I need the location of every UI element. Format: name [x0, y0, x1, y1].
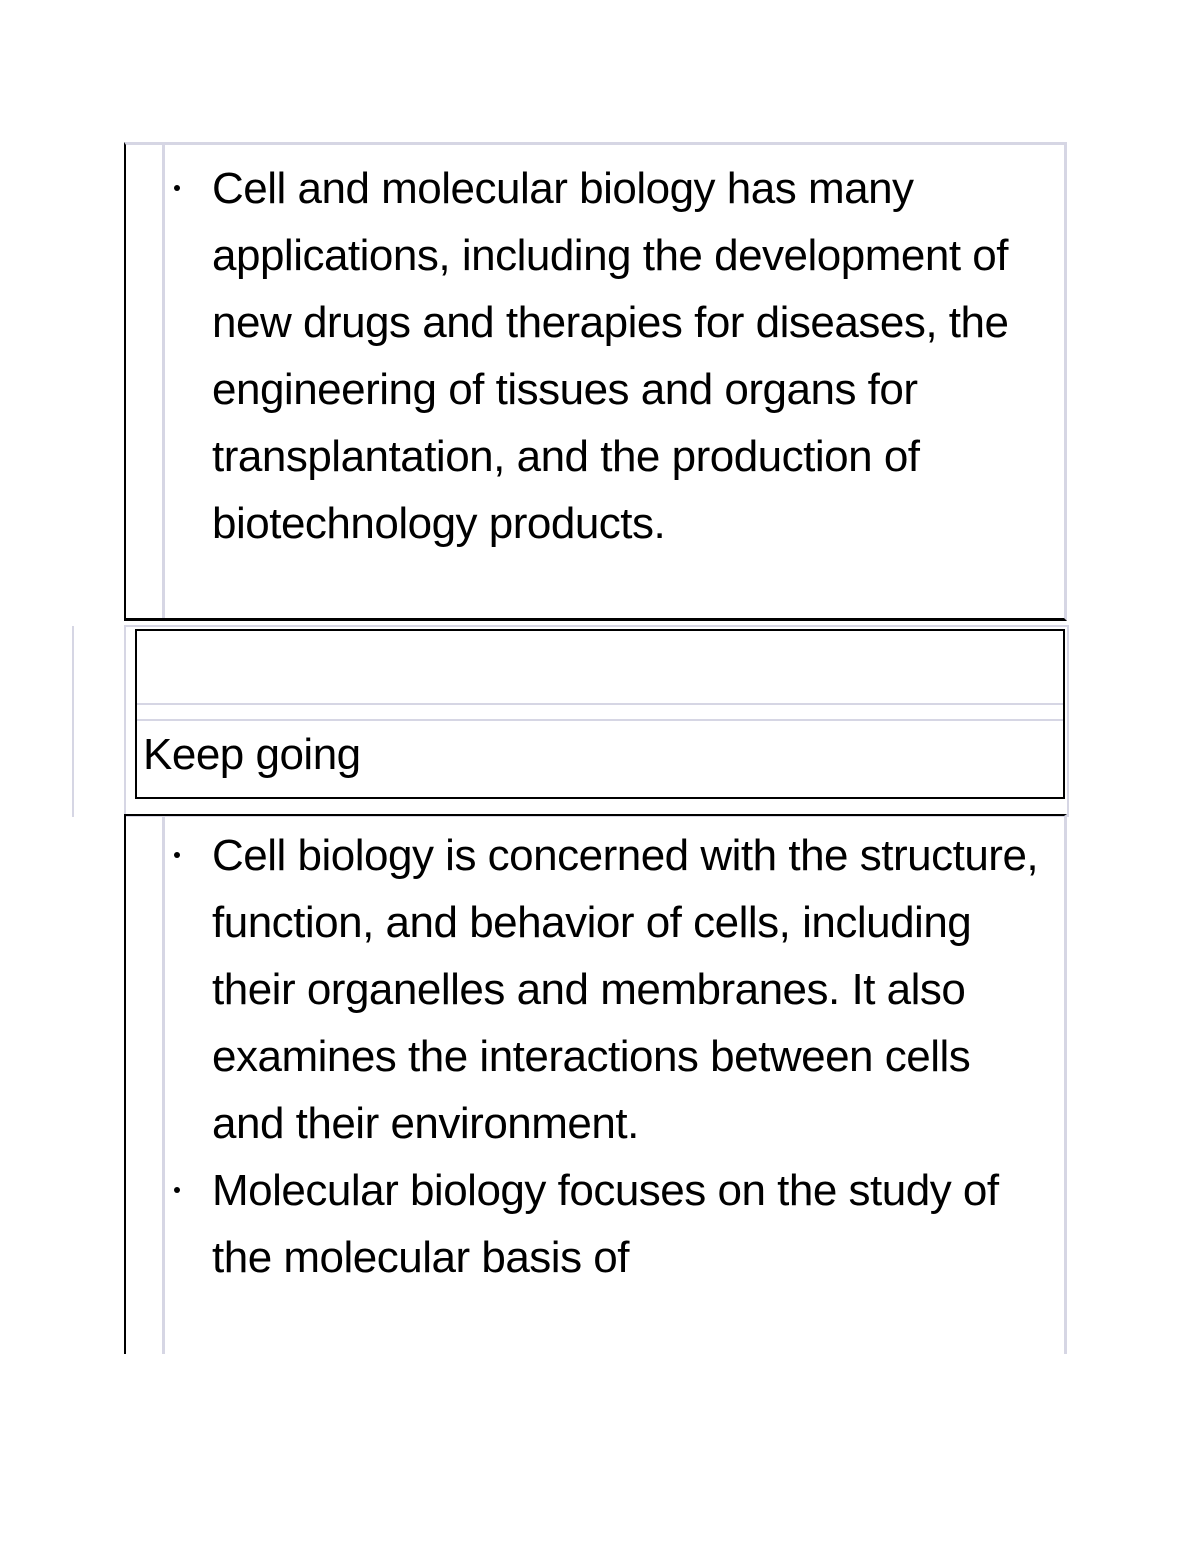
list-item-text: Cell biology is concerned with the structure, function, and behavior of cells, including their organelles and membranes. It also examines the interactions between cells and their environment.: [212, 831, 1039, 1148]
inner-margin-rule: [162, 816, 165, 1354]
list-item: [212, 155, 1050, 557]
top-bullet-list: [212, 155, 1050, 557]
divider: [137, 703, 1063, 705]
keep-going-text: Keep going: [143, 730, 361, 779]
divider: [137, 719, 1063, 721]
list-item-text: Cell and molecular biology has many applications, including the development of new drugs and therapies for diseases, the engineering of tissues and organs for transplantation, and the production of biotechnology products.: [212, 164, 1009, 548]
bullet-icon: [174, 852, 180, 858]
inner-margin-rule: [162, 145, 165, 618]
bottom-content-box: [124, 814, 1067, 1354]
bullet-icon: [174, 185, 180, 191]
top-content-box: [124, 142, 1067, 621]
bullet-icon: [174, 1187, 180, 1193]
left-margin-rule: [72, 626, 74, 817]
list-item-text: Molecular biology focuses on the study of the molecular basis of: [212, 1166, 999, 1282]
keep-going-box: [135, 629, 1065, 799]
bottom-bullet-list: [212, 822, 1050, 1291]
list-item: [212, 822, 1050, 1157]
list-item: [212, 1157, 1050, 1291]
